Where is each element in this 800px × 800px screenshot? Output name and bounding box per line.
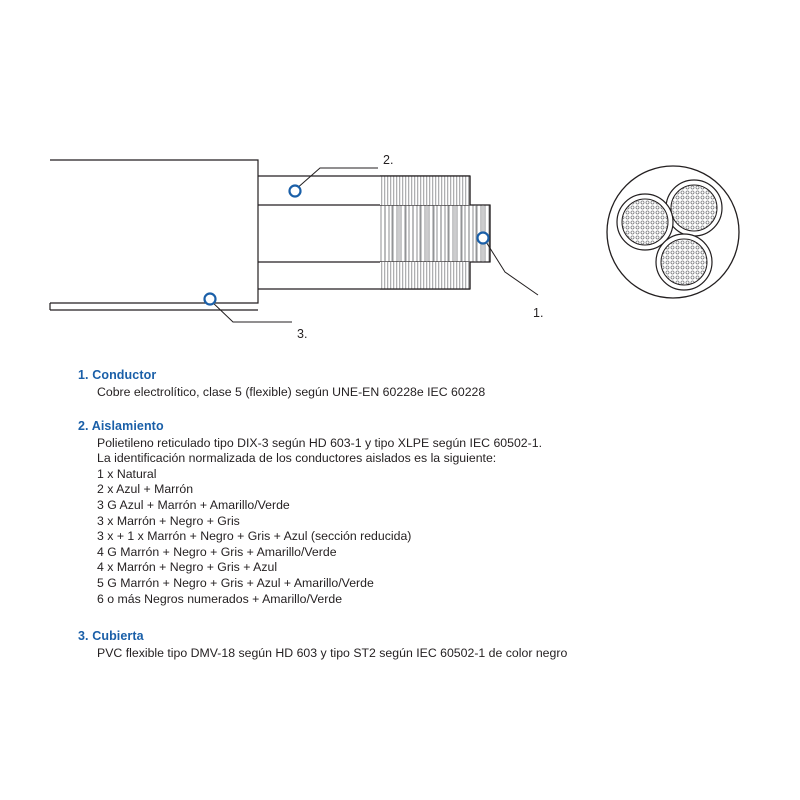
callout-1-group <box>483 237 538 295</box>
legend-line: 5 G Marrón + Negro + Gris + Azul + Amarillo/Verde <box>97 575 374 590</box>
callout-2-leader <box>295 168 378 190</box>
cross-section-group <box>607 166 739 298</box>
legend-item-cubierta <box>78 629 778 662</box>
core-conductor-2 <box>622 199 668 245</box>
legend-body-conductor <box>78 385 778 401</box>
legend-label-1: Conductor <box>92 368 157 382</box>
cable-diagram <box>0 0 800 355</box>
core-conductor-1 <box>671 185 717 231</box>
legend-label-3: Cubierta <box>92 629 144 644</box>
legend-line: 2 x Azul + Marrón <box>97 482 194 497</box>
legend-number-3: 3. <box>78 629 89 644</box>
legend-title-cubierta <box>78 629 778 643</box>
legend-line: 3 G Azul + Marrón + Amarillo/Verde <box>97 497 290 512</box>
legend-line: 3 x + 1 x Marrón + Negro + Gris + Azul (sección reducida) <box>97 529 412 544</box>
legend-line: Cobre electrolítico, clase 5 (flexible) según UNE-EN 60228e IEC 60228 <box>97 385 486 399</box>
legend <box>78 368 778 676</box>
legend-number-2: 2. <box>78 418 89 433</box>
legend-line: 4 G Marrón + Negro + Gris + Amarillo/Verde <box>97 544 337 559</box>
legend-label-2: Aislamiento <box>91 418 164 433</box>
legend-line: 1 x Natural <box>97 466 157 481</box>
legend-body-aislamiento <box>78 436 778 608</box>
legend-line: Polietileno reticulado tipo DIX-3 según HD 603-1 y tipo XLPE según IEC 60502-1. <box>97 435 542 450</box>
callout-2-marker <box>290 186 301 197</box>
legend-line: 4 x Marrón + Negro + Gris + Azul <box>97 560 278 575</box>
legend-title-conductor <box>78 368 778 382</box>
callout-3-label: 3. <box>297 327 308 341</box>
legend-item-aislamiento <box>78 419 778 608</box>
conductor-strands-fill <box>380 205 490 262</box>
core-conductor-3 <box>661 239 707 285</box>
legend-title-aislamiento <box>78 419 778 433</box>
callout-1-marker <box>478 233 489 244</box>
callout-1-label: 1. <box>533 306 544 320</box>
callout-2-label: 2. <box>383 153 394 167</box>
sheath-outline <box>50 160 258 303</box>
callout-3-marker <box>205 294 216 305</box>
legend-number-1: 1. <box>78 368 89 382</box>
legend-body-cubierta <box>78 646 778 662</box>
callout-1-leader <box>483 237 538 295</box>
insulation-end-bottom <box>380 262 470 289</box>
insulation-end-top <box>380 176 470 205</box>
side-view-group <box>50 160 490 310</box>
legend-line: 6 o más Negros numerados + Amarillo/Verde <box>97 591 343 606</box>
legend-item-conductor <box>78 368 778 401</box>
legend-line: PVC flexible tipo DMV-18 según HD 603 y tipo ST2 según IEC 60502-1 de color negro <box>97 646 568 661</box>
legend-line: 3 x Marrón + Negro + Gris <box>97 513 240 528</box>
callout-2-group <box>295 168 378 190</box>
legend-line: La identificación normalizada de los conductores aislados es la siguiente: <box>97 451 497 466</box>
